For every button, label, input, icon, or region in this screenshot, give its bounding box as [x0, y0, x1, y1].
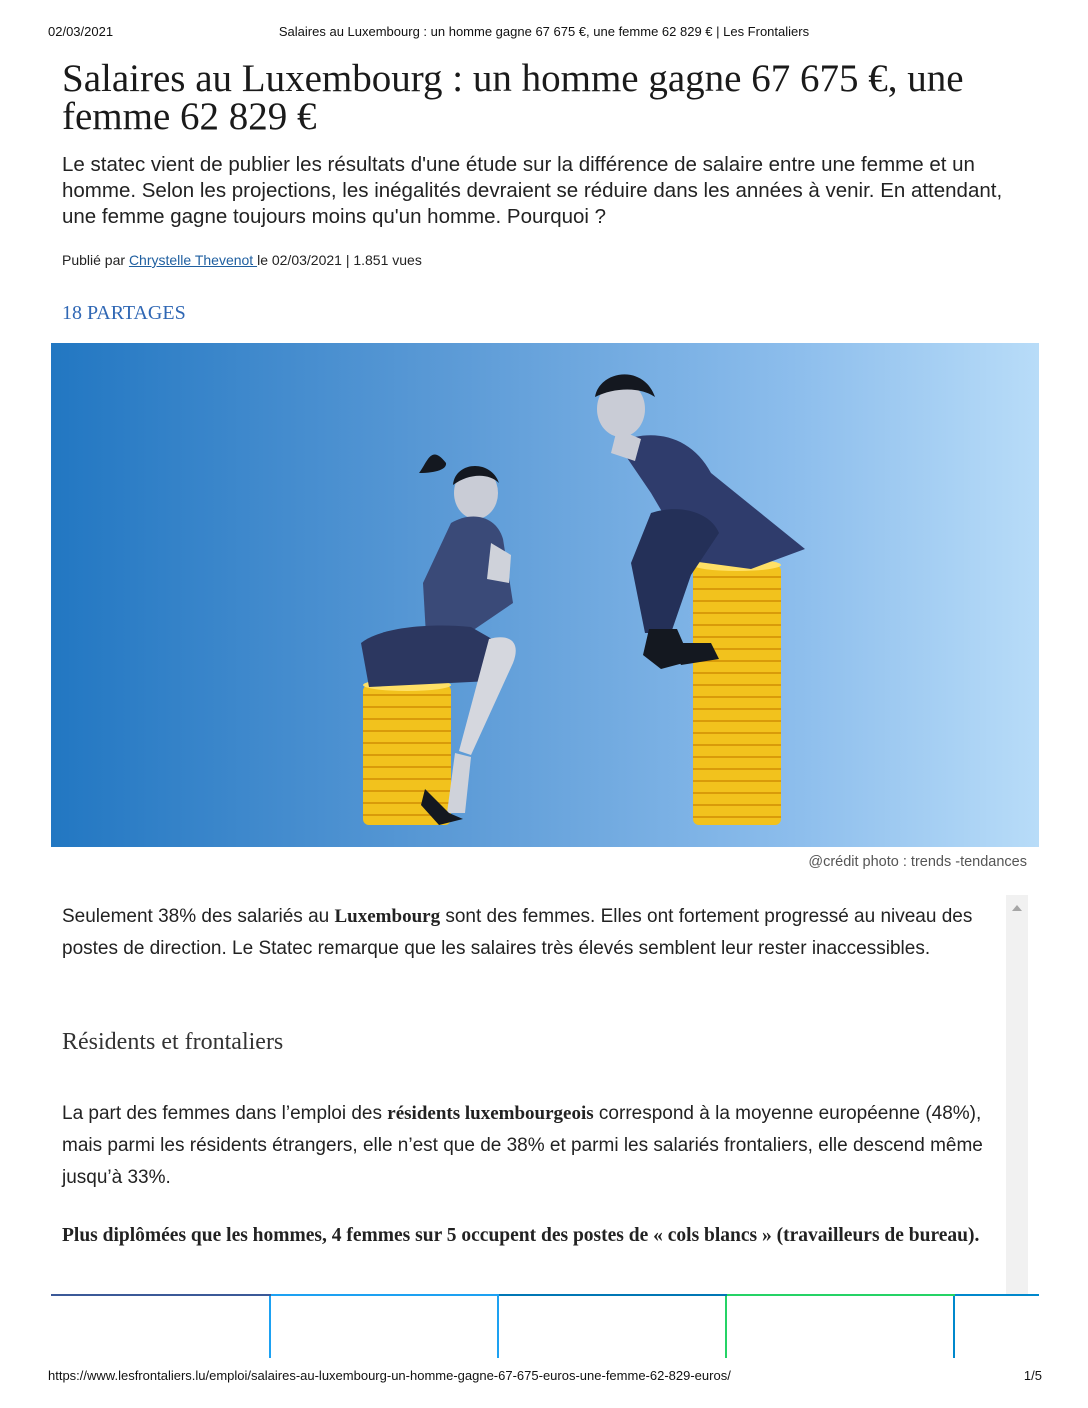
coin-stack-tall [693, 559, 781, 825]
byline-prefix: Publié par [62, 252, 129, 268]
article-lead: Le statec vient de publier les résultats d'une étude sur la différence de salaire entre une femme et un homme. Selon les projections, les inégalités devraient se réduire dans les années à venir. En attendant, une femme gagne toujours moins qu'un homme. Pourquoi ? [62, 153, 1003, 228]
share-tile-more[interactable] [955, 1294, 1039, 1358]
article-scrollbar[interactable] [1006, 895, 1028, 1295]
share-count: 18 PARTAGES [62, 302, 186, 324]
paragraph-intro [62, 901, 1002, 964]
p1-text-b: sont des femmes. Elles ont fortement progressé au niveau des postes de direction. Le Statec remarque que les salaires très élevés semblent leur rester inaccessibles. [62, 906, 973, 959]
p2-bold: résidents luxembourgeois [387, 1103, 594, 1124]
p1-bold: Luxembourg [334, 906, 441, 927]
share-tile-facebook[interactable] [51, 1294, 271, 1358]
share-tiles [51, 1294, 1039, 1358]
print-header [0, 24, 1088, 44]
byline [62, 252, 422, 268]
article-title: Salaires au Luxembourg : un homme gagne 67 675 €, une femme 62 829 € [62, 57, 964, 138]
article-body[interactable] [51, 895, 1006, 1295]
byline-meta: le 02/03/2021 | 1.851 vues [257, 252, 422, 268]
page-url: https://www.lesfrontaliers.lu/emploi/salaires-au-luxembourg-un-homme-gagne-67-675-euros-une-femme-62-829-euros/ [48, 1368, 731, 1383]
scroll-up-arrow-icon[interactable] [1012, 905, 1022, 911]
author-link[interactable]: Chrystelle Thevenot [128, 252, 258, 268]
p1-text-a: Seulement 38% des salariés au [62, 906, 335, 927]
print-page-title: Salaires au Luxembourg : un homme gagne 67 675 €, une femme 62 829 € | Les Frontaliers [278, 24, 810, 39]
p2-text-a: La part des femmes dans l’emploi des [62, 1103, 388, 1124]
share-tile-linkedin[interactable] [499, 1294, 727, 1358]
print-date: 02/03/2021 [48, 24, 114, 39]
photo-credit: @crédit photo : trends -tendances [808, 854, 1027, 870]
share-tile-twitter[interactable] [271, 1294, 499, 1358]
section-heading: Résidents et frontaliers [62, 1029, 284, 1055]
p2-text-b: correspond à la moyenne européenne (48%), mais parmi les résidents étrangers, elle n’est que de 38% et parmi les salariés frontaliers, elle descend même jusqu’à 33%. [62, 1103, 983, 1188]
page-number: 1/5 [1023, 1368, 1042, 1383]
hero-image [51, 343, 1039, 847]
paragraph-residents [62, 1098, 1002, 1194]
share-tile-whatsapp[interactable] [727, 1294, 955, 1358]
paragraph-bold: Plus diplômées que les hommes, 4 femmes sur 5 occupent des postes de « cols blancs » (travailleurs de bureau). [62, 1225, 980, 1246]
hero-illustration [51, 343, 1039, 847]
